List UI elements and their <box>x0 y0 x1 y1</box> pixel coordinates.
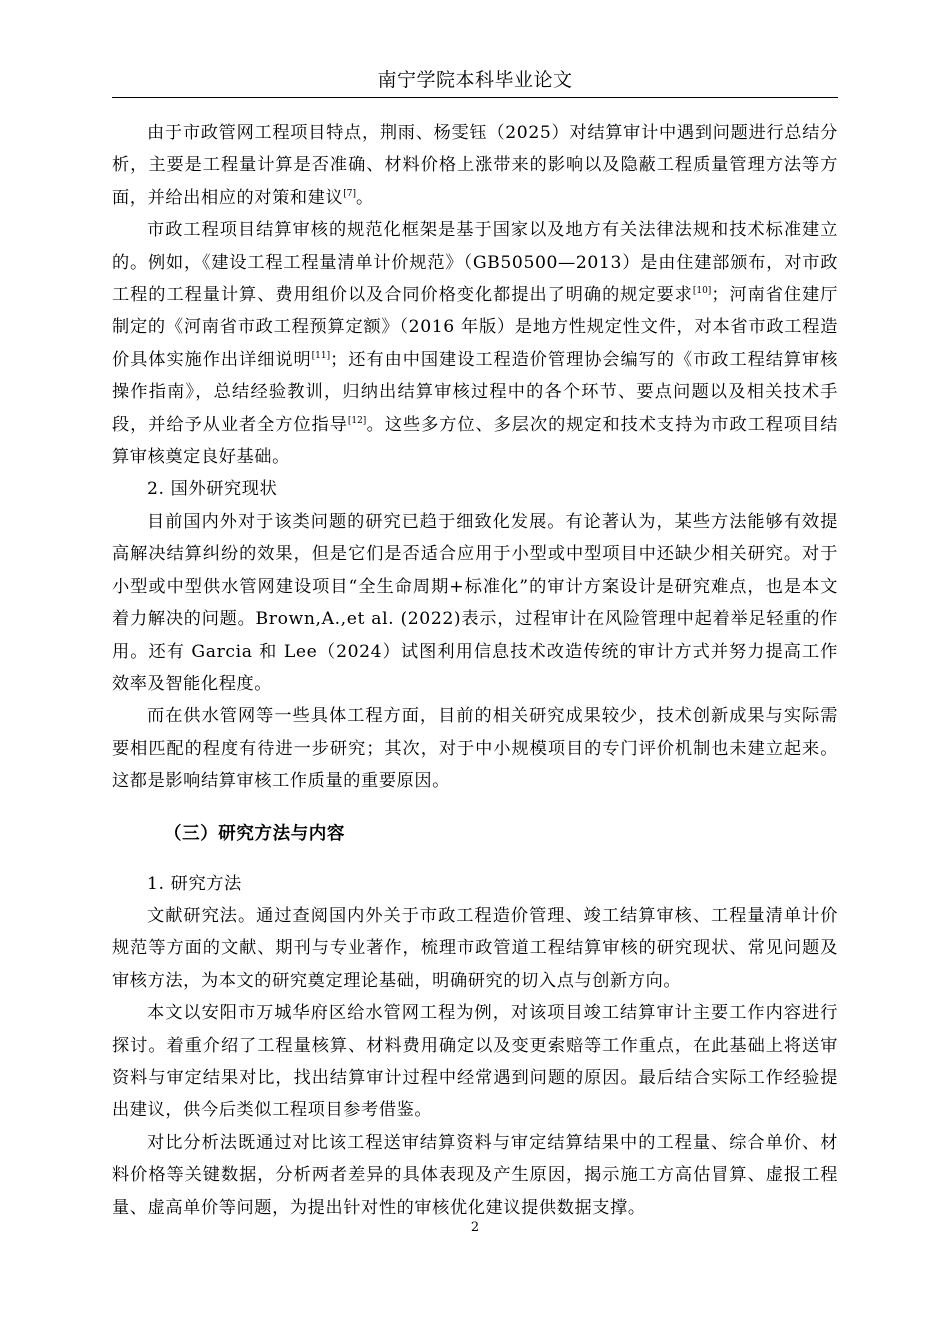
paragraph-domestic-review-1 <box>112 117 838 214</box>
paragraph-text: 。这些多方位、多层次的规定和技术支持为市政工程项目结算审核奠定良好基础。 <box>112 414 838 468</box>
section-heading-methods: （三）研究方法与内容 <box>164 823 345 844</box>
citation-ref: [11] <box>311 350 331 361</box>
paragraph-case-study: 本文以安阳市万城华府区给水管网工程为例，对该项目竣工结算审计主要工作内容进行探讨。着重介绍了工程量核算、材料费用确定以及变更索赔等工作重点，在此基础上将送审资料与审定结果对比，找出结算审计过程中经常遇到问题的原因。最后结合实际工作经验提出建议，供今后类似工程项目参考借鉴。 <box>112 1003 838 1121</box>
paragraph-regulatory-framework <box>112 214 838 473</box>
page-number: 2 <box>470 1220 480 1235</box>
subsection-title-foreign-research: 2. 国外研究现状 <box>147 479 278 500</box>
paragraph-research-gap: 而在供水管网等一些具体工程方面，目前的相关研究成果较少，技术创新成果与实际需要相匹配的程度有待进一步研究；其次，对于中小规模项目的专门评价机制也未建立起来。这都是影响结算审核工作质量的重要原因。 <box>112 706 838 792</box>
body-text <box>112 117 838 1224</box>
citation-ref: [7] <box>343 188 356 199</box>
subsection-title-methods: 1. 研究方法 <box>147 873 242 894</box>
paragraph-comparative-method: 对比分析法既通过对比该工程送审结算资料与审定结算结果中的工程量、综合单价、材料价格等关键数据，分析两者差异的具体表现及产生原因，揭示施工方高估冒算、虚报工程量、虚高单价等问题，为提出针对性的审核优化建议提供数据支撑。 <box>112 1132 838 1218</box>
paragraph-text: 由于市政管网工程项目特点，荆雨、杨雯钰（2025）对结算审计中遇到问题进行总结分析，主要是工程量计算是否准确、材料价格上涨带来的影响以及隐蔽工程质量管理方法等方面，并给出相应的对策和建议 <box>112 123 838 208</box>
paragraph-tail: 。 <box>356 187 374 208</box>
paragraph-foreign-research: 目前国内外对于该类问题的研究已趋于细致化发展。有论著认为，某些方法能够有效提高解决结算纠纷的效果，但是它们是否适合应用于小型或中型项目中还缺少相关研究。对于小型或中型供水管网建设项目“全生命周期+标准化”的审计方案设计是研究难点，也是本文着力解决的问题。Brown,A.,et al. (2022)表示，过程审计在风险管理中起着举足轻重的作用。还有 Garcia 和 Lee（2024）试图利用信息技术改造传统的审计方式并努力提高工作效率及智能化程度。 <box>112 511 838 694</box>
paragraph-text: ；还有由中国建设工程造价管理协会编写的《市政工程结算审核操作指南》，总结经验教训，归纳出结算审核过程中的各个环节、要点问题以及相关技术手段，并给予从业者全方位指导 <box>112 349 838 435</box>
header-divider <box>112 97 838 98</box>
paragraph-text: ；河南省住建厅制定的《河南省市政工程预算定额》（2016 年版）是地方性规定性文件，对本省市政工程造价具体实施作出详细说明 <box>112 285 839 370</box>
citation-ref: [10] <box>692 286 712 297</box>
running-header: 南宁学院本科毕业论文 <box>377 69 573 91</box>
paragraph-literature-method: 文献研究法。通过查阅国内外关于市政工程造价管理、竣工结算审核、工程量清单计价规范等方面的文献、期刊与专业著作，梳理市政管道工程结算审核的研究现状、常见问题及审核方法，为本文的研究奠定理论基础，明确研究的切入点与创新方向。 <box>112 905 838 991</box>
citation-ref: [12] <box>347 415 367 426</box>
paragraph-text: 市政工程项目结算审核的规范化框架是基于国家以及地方有关法律法规和技术标准建立的。例如，《建设工程工程量清单计价规范》（GB50500—2013）是由住建部颁布，对市政工程的工程量计算、费用组价以及合同价格变化都提出了明确的规定要求 <box>112 220 838 306</box>
